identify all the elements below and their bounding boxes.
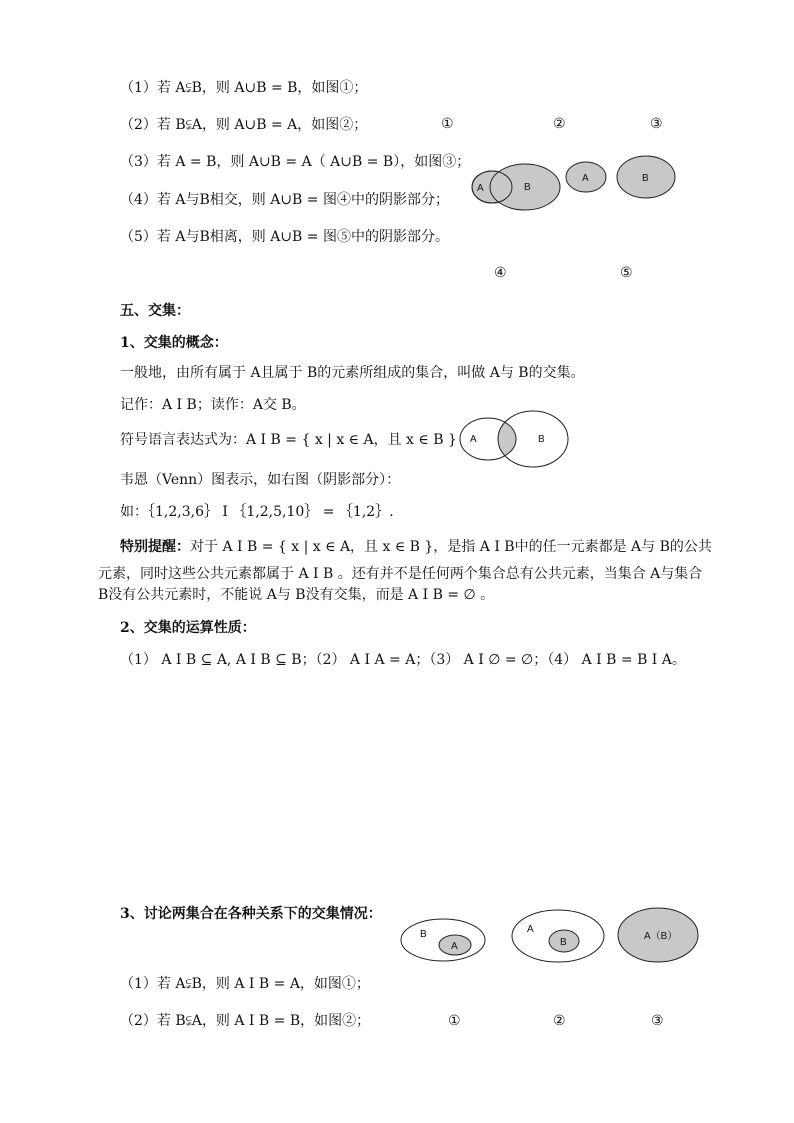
venn-subset-b-in-a — [510, 908, 610, 968]
venn-label-a: A — [451, 941, 458, 952]
marker-5: ⑤ — [620, 265, 633, 281]
venn-label-a: A — [527, 924, 534, 935]
venn-label-a: A — [477, 183, 484, 194]
symbolic-expression: 符号语言表达式为：A I B = { x | x ∈ A，且 x ∈ B } — [120, 432, 457, 448]
marker-1: ① — [441, 116, 454, 132]
venn-label-b: B — [560, 937, 567, 948]
union-case-5: （5）若 A与B相离，则 A∪B = 图⑤中的阴影部分。 — [120, 229, 449, 245]
concept-heading: 1、交集的概念： — [120, 335, 228, 351]
reminder-line-3: B没有公共元素时，不能说 A与 B没有交集，而是 A I B = ∅ 。 — [98, 587, 495, 603]
venn-label-ab: A（B） — [644, 931, 678, 942]
section3-case-2: （2）若 B⫋A，则 A I B = B，如图②； — [120, 1013, 371, 1029]
venn-intersection — [458, 410, 578, 470]
definition: 一般地，由所有属于 A且属于 B的元素所组成的集合，叫做 A与 B的交集。 — [120, 365, 585, 381]
reminder-line-2: 元素，同时这些公共元素都属于 A I B 。还有并不是任何两个集合总有公共元素，当集合 A与集合 — [98, 566, 703, 582]
venn-label-b: B — [538, 434, 545, 445]
properties: （1） A I B ⊆ A, A I B ⊆ B；（2） A I A = A；（3） A I ∅ = ∅；（4） A I B = B I A。 — [120, 652, 686, 668]
union-case-2: （2）若 B⫋A，则 A∪B = A，如图②； — [120, 117, 368, 133]
properties-heading: 2、交集的运算性质： — [120, 620, 256, 636]
venn-union-intersect — [470, 160, 560, 220]
union-case-3: （3）若 A = B，则 A∪B = A（ A∪B = B），如图③； — [120, 154, 471, 170]
marker-2: ② — [553, 116, 566, 132]
reminder-line-1 — [120, 538, 712, 556]
venn-union-disjoint — [562, 153, 682, 203]
marker-3: ③ — [650, 116, 663, 132]
reminder-text-1: 对于 A I B = { x | x ∈ A，且 x ∈ B }，是指 A I B中的任一元素都是 A与 B的公共 — [190, 539, 712, 555]
reminder-label: 特别提醒： — [120, 539, 190, 555]
marker-4: ④ — [494, 265, 507, 281]
venn-note: 韦恩（Venn）图表示，如右图（阴影部分）： — [120, 472, 401, 488]
marker-3: ③ — [651, 1013, 664, 1029]
section3-heading: 3、讨论两集合在各种关系下的交集情况： — [120, 906, 382, 922]
marker-1: ① — [448, 1013, 461, 1029]
example: 如：｛1,2,3,6｝ I ｛1,2,5,10｝ = ｛1,2｝. — [120, 504, 394, 520]
marker-2: ② — [553, 1013, 566, 1029]
union-case-1: （1）若 A⫋B，则 A∪B = B，如图①； — [120, 80, 368, 96]
venn-label-a: A — [582, 173, 589, 184]
section-heading: 五、交集： — [120, 303, 190, 319]
section3-case-1: （1）若 A⫋B，则 A I B = A，如图①； — [120, 976, 370, 992]
venn-label-b: B — [642, 173, 649, 184]
union-case-4: （4）若 A与B相交，则 A∪B = 图④中的阴影部分； — [120, 192, 449, 208]
venn-equal — [615, 905, 705, 965]
venn-label-a: A — [470, 434, 477, 445]
venn-label-b: B — [524, 182, 531, 193]
venn-label-b: B — [420, 929, 427, 940]
notation: 记作：A I B；读作：A交 B。 — [120, 397, 306, 413]
venn-subset-a-in-b — [400, 917, 490, 967]
